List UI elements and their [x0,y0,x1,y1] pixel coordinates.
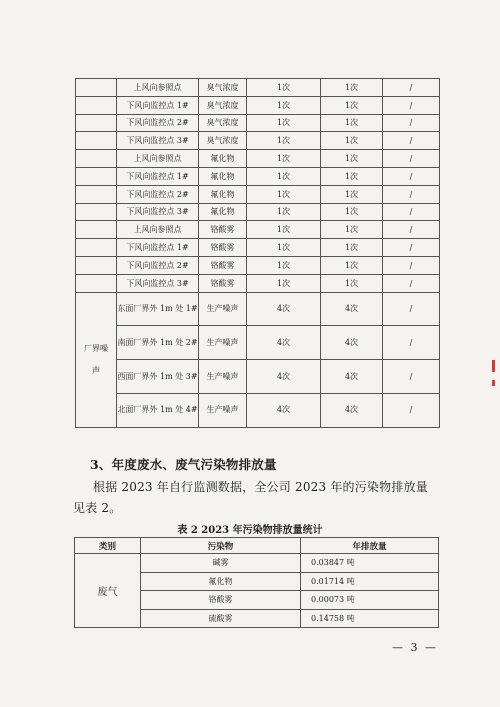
cell-freq-a: 4次 [247,360,321,394]
cell-note: / [383,256,440,274]
blank-category-cell [76,167,117,185]
table-row [75,554,439,573]
header-annual-emission: 年排放量 [301,538,439,554]
blank-category-cell [76,79,117,97]
blank-category-cell [76,203,117,221]
table-row [76,203,440,221]
cell-item: 生产噪声 [199,360,247,394]
cell-note: / [383,292,440,326]
cell-freq-b: 1次 [321,132,383,150]
cell-note: / [383,203,440,221]
cell-point: 下风向监控点 1# [117,239,199,257]
cell-point: 下风向监控点 3# [117,132,199,150]
amount-cell: 0.14758 吨 [301,609,439,628]
cell-freq-a: 4次 [247,393,321,427]
table-row [76,96,440,114]
table-row [76,167,440,185]
cell-item: 臭气浓度 [199,79,247,97]
cell-freq-b: 1次 [321,167,383,185]
paragraph-line-2: 见表 2。 [73,501,122,515]
cell-freq-b: 1次 [321,96,383,114]
red-stamp-edge [492,380,495,386]
cell-freq-b: 4次 [321,360,383,394]
cell-freq-b: 1次 [321,79,383,97]
table-row [76,292,440,326]
table-row [76,393,440,427]
cell-point: 北面厂界外 1m 处 4# [117,393,199,427]
cell-point: 上风向参照点 [117,150,199,168]
cell-freq-a: 1次 [247,256,321,274]
cell-note: / [383,114,440,132]
cell-freq-b: 1次 [321,256,383,274]
cell-freq-a: 1次 [247,79,321,97]
cell-item: 生产噪声 [199,326,247,360]
noise-category-cell: 厂界噪声 [76,292,117,427]
blank-category-cell [76,274,117,292]
cell-freq-b: 4次 [321,292,383,326]
section-heading: 3、年度废水、废气污染物排放量 [90,457,277,472]
table-row [76,360,440,394]
table-row [76,221,440,239]
blank-category-cell [76,185,117,203]
cell-freq-a: 1次 [247,274,321,292]
cell-item: 铬酸雾 [199,256,247,274]
cell-point: 下风向监控点 3# [117,274,199,292]
pollutant-cell: 铬酸雾 [141,591,301,610]
table-row [76,326,440,360]
cell-item: 氟化物 [199,167,247,185]
cell-freq-b: 1次 [321,114,383,132]
cell-point: 下风向监控点 1# [117,96,199,114]
cell-freq-a: 1次 [247,221,321,239]
blank-category-cell [76,239,117,257]
cell-item: 生产噪声 [199,393,247,427]
table2-title: 表 2 2023 年污染物排放量统计 [177,525,323,536]
cell-freq-b: 4次 [321,393,383,427]
cell-freq-b: 1次 [321,239,383,257]
cell-freq-a: 1次 [247,96,321,114]
cell-freq-b: 1次 [321,221,383,239]
cell-note: / [383,360,440,394]
cell-note: / [383,326,440,360]
cell-note: / [383,96,440,114]
page-number: — 3 — [392,641,438,654]
cell-freq-a: 1次 [247,114,321,132]
cell-point: 上风向参照点 [117,221,199,239]
amount-cell: 0.03847 吨 [301,554,439,573]
cell-freq-a: 1次 [247,239,321,257]
table-row [76,256,440,274]
cell-item: 氟化物 [199,203,247,221]
cell-point: 上风向参照点 [117,79,199,97]
blank-category-cell [76,256,117,274]
cell-point: 东面厂界外 1m 处 1# [117,292,199,326]
category-cell: 废气 [75,554,141,628]
table-row [76,274,440,292]
cell-item: 氟化物 [199,150,247,168]
blank-category-cell [76,221,117,239]
cell-freq-a: 4次 [247,326,321,360]
table-row [76,132,440,150]
cell-point: 西面厂界外 1m 处 3# [117,360,199,394]
pollutant-cell: 氟化物 [141,572,301,591]
cell-item: 臭气浓度 [199,132,247,150]
monitoring-table-body [76,79,440,428]
emissions-header-row [75,538,439,554]
cell-item: 臭气浓度 [199,96,247,114]
cell-note: / [383,79,440,97]
cell-note: / [383,221,440,239]
cell-note: / [383,132,440,150]
amount-cell: 0.00073 吨 [301,591,439,610]
cell-point: 下风向监控点 2# [117,256,199,274]
table-row [76,150,440,168]
blank-category-cell [76,114,117,132]
table-row [76,185,440,203]
cell-freq-a: 1次 [247,167,321,185]
cell-point: 下风向监控点 2# [117,114,199,132]
paragraph-line-1: 根据 2023 年自行监测数据，全公司 2023 年的污染物排放量 [93,480,428,494]
cell-point: 下风向监控点 1# [117,167,199,185]
cell-freq-b: 1次 [321,185,383,203]
cell-freq-a: 1次 [247,185,321,203]
header-pollutant: 污染物 [141,538,301,554]
pollutant-cell: 碱雾 [141,554,301,573]
cell-point: 下风向监控点 3# [117,203,199,221]
cell-note: / [383,185,440,203]
amount-cell: 0.01714 吨 [301,572,439,591]
cell-point: 下风向监控点 2# [117,185,199,203]
cell-item: 臭气浓度 [199,114,247,132]
blank-category-cell [76,150,117,168]
cell-note: / [383,150,440,168]
cell-note: / [383,167,440,185]
cell-item: 铬酸雾 [199,274,247,292]
cell-freq-a: 1次 [247,203,321,221]
cell-freq-b: 1次 [321,150,383,168]
cell-freq-b: 1次 [321,203,383,221]
monitoring-plan-table [75,78,440,428]
table-row [76,79,440,97]
blank-category-cell [76,132,117,150]
cell-note: / [383,393,440,427]
cell-note: / [383,274,440,292]
cell-item: 氟化物 [199,185,247,203]
red-stamp-edge [492,360,495,372]
cell-item: 生产噪声 [199,292,247,326]
table-row [76,114,440,132]
cell-note: / [383,239,440,257]
cell-item: 铬酸雾 [199,221,247,239]
cell-freq-a: 1次 [247,150,321,168]
table-row [76,239,440,257]
blank-category-cell [76,96,117,114]
cell-freq-a: 1次 [247,132,321,150]
emissions-table [74,537,439,628]
cell-freq-b: 1次 [321,274,383,292]
cell-point: 南面厂界外 1m 处 2# [117,326,199,360]
cell-freq-b: 4次 [321,326,383,360]
cell-item: 铬酸雾 [199,239,247,257]
cell-freq-a: 4次 [247,292,321,326]
pollutant-cell: 硫酸雾 [141,609,301,628]
header-category: 类别 [75,538,141,554]
